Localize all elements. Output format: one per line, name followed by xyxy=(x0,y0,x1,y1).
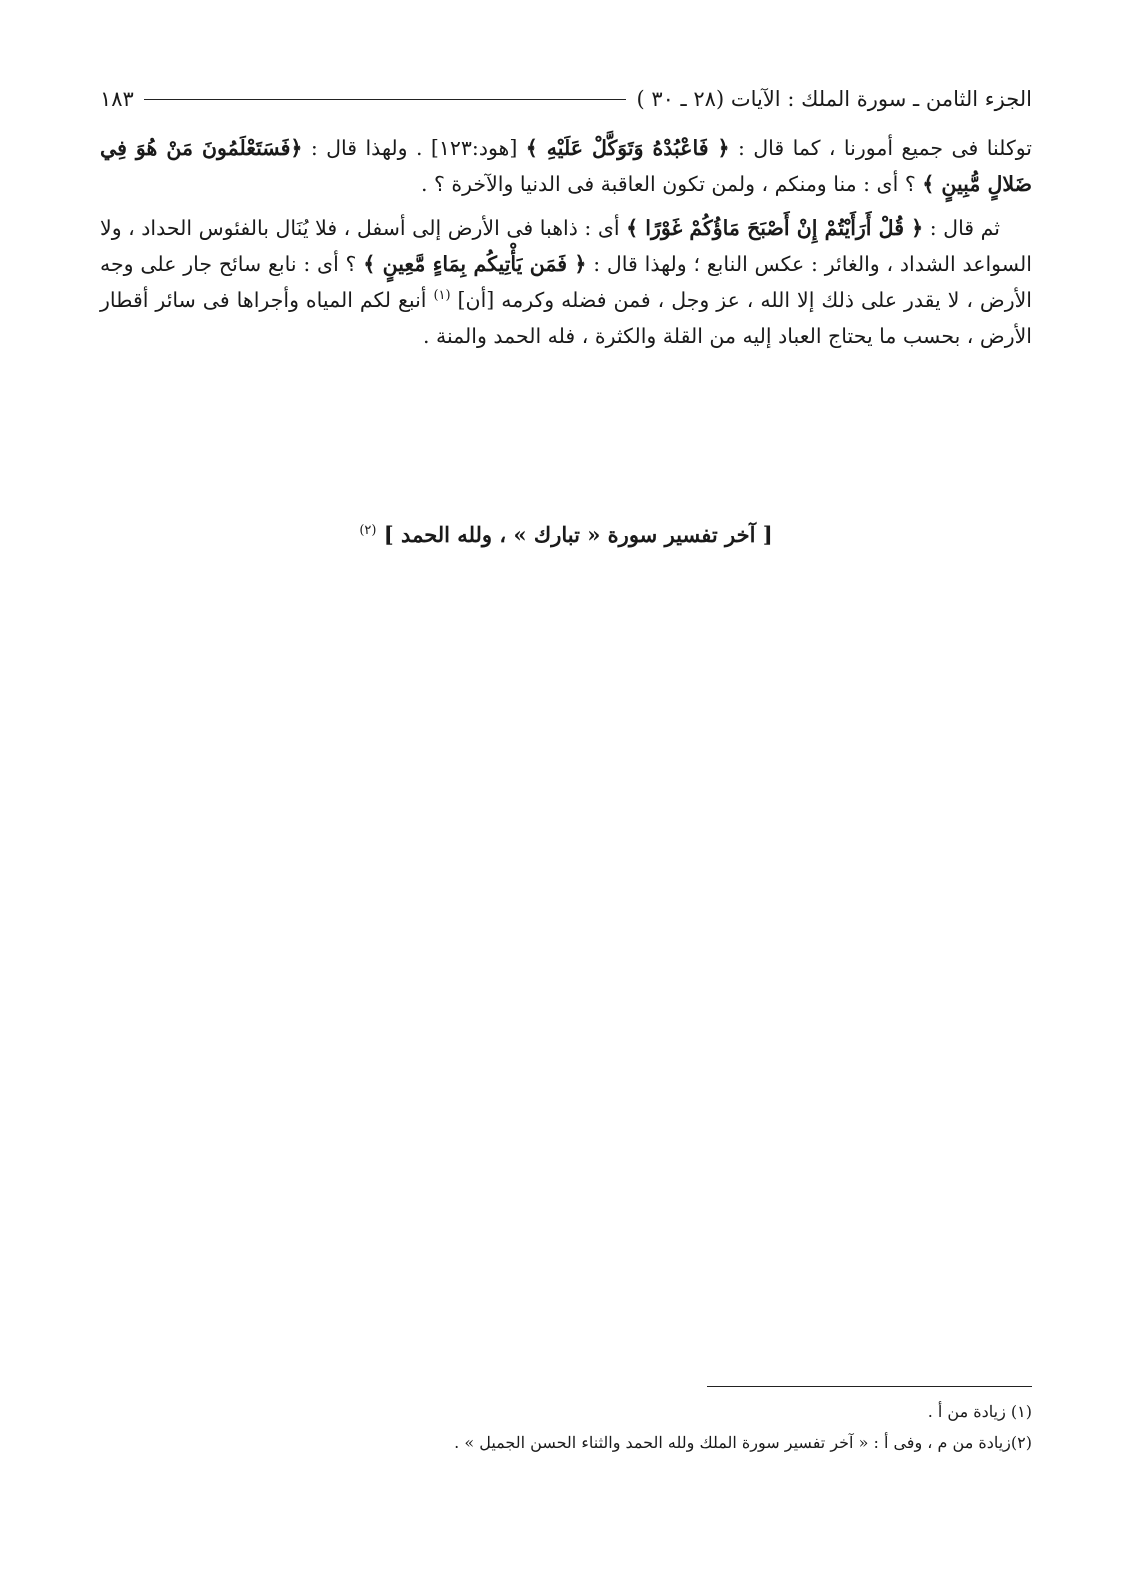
paragraph-1-post: ؟ أى : منا ومنكم ، ولمن تكون العاقبة فى الدنيا والآخرة ؟ . xyxy=(420,172,923,196)
book-page xyxy=(100,70,1032,1530)
paragraph-1 xyxy=(100,130,1032,202)
paragraph-2-post-1: ؟ أى : نابع سائح جار على وجه الأرض ، لا يقدر على ذلك إلا الله ، عز وجل ، فمن فضله وكرمه [أن] xyxy=(100,252,1032,312)
body-text xyxy=(100,130,1032,362)
paragraph-2 xyxy=(100,210,1032,354)
header-rule xyxy=(144,99,627,100)
header-title: الجزء الثامن ـ سورة الملك : الآيات (٢٨ ـ ٣٠ ) xyxy=(636,87,1032,111)
footnote-rule xyxy=(707,1386,1032,1387)
quran-quote-2: ﴿فَسَتَعْلَمُونَ مَنْ هُوَ فِي ضَلالٍ مُّبِينٍ ﴾ xyxy=(100,136,1032,196)
paragraph-2-mid: أى : ذاهبا فى الأرض إلى أسفل ، فلا يُنَال بالفئوس الحداد ، ولا السواعد الشداد ، والغائر : عكس النابع ؛ ولهذا قال : xyxy=(100,216,1032,276)
quran-quote-4: ﴿ فَمَن يَأْتِيكُم بِمَاءٍ مَّعِينٍ ﴾ xyxy=(363,252,587,276)
closing-text: [ آخر تفسير سورة « تبارك » ، ولله الحمد ] xyxy=(383,522,773,547)
footnotes xyxy=(100,1396,1032,1458)
quran-quote-1: ﴿ فَاعْبُدْهُ وَتَوَكَّلْ عَلَيْهِ ﴾ xyxy=(525,136,730,160)
paragraph-2-pre: ثم قال : xyxy=(923,216,1001,240)
closing-line xyxy=(100,522,1032,547)
footnote-ref-1: (١) xyxy=(433,288,451,304)
running-header xyxy=(100,82,1032,116)
quran-quote-3: ﴿ قُلْ أَرَأَيْتُمْ إِنْ أَصْبَحَ مَاؤُكُمْ غَوْرًا ﴾ xyxy=(626,216,924,240)
footnote-1: (١) زيادة من أ . xyxy=(927,1402,1032,1421)
paragraph-1-pre: توكلنا فى جميع أمورنا ، كما قال : xyxy=(729,136,1033,160)
paragraph-1-mid: [هود:١٢٣] . ولهذا قال : xyxy=(302,136,526,160)
paragraph-2-post-2: أنبع لكم المياه وأجراها فى سائر أقطار الأرض ، بحسب ما يحتاج العباد إليه من القلة والكثرة ، فله الحمد والمنة . xyxy=(100,288,1032,348)
page-number: ١٨٣ xyxy=(100,87,134,111)
footnote-2: (٢)زيادة من م ، وفى أ : « آخر تفسير سورة الملك ولله الحمد والثناء الحسن الجميل » . xyxy=(454,1433,1032,1452)
footnote-ref-2: (٢) xyxy=(359,523,377,538)
